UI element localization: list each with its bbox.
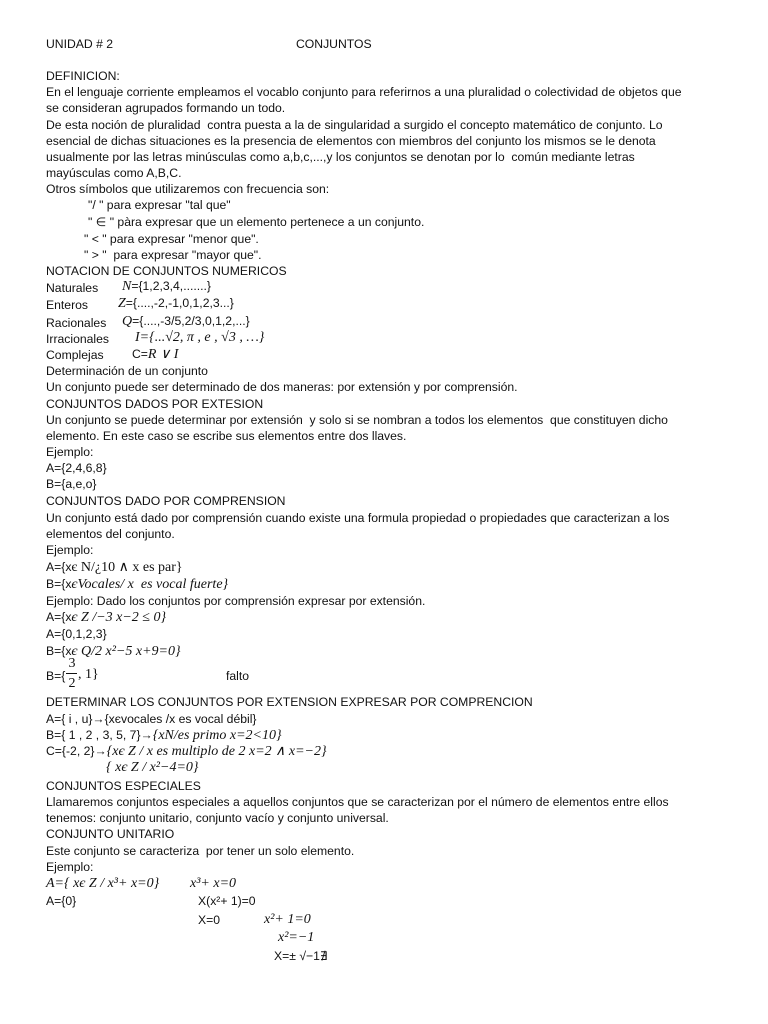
set-name: Racionales [46, 316, 107, 330]
math-prefix: B={x [46, 644, 72, 658]
set-comprension: {xєvocales /x es vocal débil} [104, 712, 257, 726]
example-set: A={0} [46, 894, 77, 908]
symbols-intro: Otros símbolos que utilizaremos con frecuencia son: [46, 182, 330, 196]
math-expression: є N/¿10 ∧ x es par} [71, 560, 183, 575]
set-comprension: { xє Z / x²−4=0} [106, 760, 199, 775]
set-extension: A={ i , u} [46, 712, 93, 726]
solution-step: x²=−1 [278, 930, 315, 945]
unitario-heading: CONJUNTO UNITARIO [46, 827, 175, 841]
especiales-heading: CONJUNTOS ESPECIALES [46, 779, 201, 793]
math-prefix: B={x [46, 577, 72, 591]
set-symbol: C= [132, 347, 148, 361]
set-name: Irracionales [46, 332, 109, 346]
math-prefix: A={x [46, 610, 72, 624]
set-comprension: {xN/es primo x=2<10} [152, 728, 282, 743]
arrow-icon: → [92, 712, 105, 726]
unit-label: UNIDAD # 2 [46, 37, 114, 51]
paragraph-line: Llamaremos conjuntos especiales a aquellos conjuntos que se caracterizan por el número de elementos entre ellos [46, 795, 669, 809]
paragraph-line: elementos del conjunto. [46, 527, 175, 541]
set-name: Enteros [46, 298, 89, 312]
example-set: A={2,4,6,8} [46, 461, 107, 475]
arrow-icon: → [94, 744, 107, 758]
determinar-heading: DETERMINAR LOS CONJUNTOS POR EXTENSION EXPRESAR POR COMPRENCION [46, 695, 533, 709]
symbol-item: " ∈ " pàra expresar que un elemento pertenece a un conjunto. [88, 215, 425, 229]
paragraph-line: Este conjunto se caracteriza por tener un solo elemento. [46, 844, 355, 858]
math-expression: A={ xє Z / x³+ x=0} [46, 876, 160, 891]
example-set: B={a,e,o} [46, 477, 97, 491]
example-set: A={0,1,2,3} [46, 627, 107, 641]
solution-step: x³+ x=0 [190, 876, 237, 891]
paragraph-line: Un conjunto se puede determinar por extensión y solo si se nombran a todos los elementos que constituyen dicho [46, 413, 668, 427]
notacion-heading: NOTACION DE CONJUNTOS NUMERICOS [46, 264, 287, 278]
set-elements: ={...√2, π , e , √3 , …} [139, 330, 265, 345]
example-label: Ejemplo: [46, 445, 94, 459]
example-label: Ejemplo: [46, 860, 94, 874]
paragraph-line: En el lenguaje corriente empleamos el vocablo conjunto para referirnos a una pluralidad o colectividad de objetos que [46, 85, 682, 99]
arrow-icon: → [140, 728, 153, 742]
math-expression: є Q/2 x²−5 x+9=0} [71, 644, 181, 659]
set-symbol: Q [122, 314, 133, 329]
set-extension: C={-2, 2} [46, 744, 95, 758]
math-expression: , 1} [78, 667, 99, 682]
determinacion-heading: Determinación de un conjunto [46, 364, 208, 378]
paragraph-line: Un conjunto puede ser determinado de dos maneras: por extensión y por comprensión. [46, 380, 518, 394]
extension-heading: CONJUNTOS DADOS POR EXTESION [46, 397, 264, 411]
solution-step: x²+ 1=0 [264, 912, 311, 927]
symbol-item: " < " para expresar "menor que". [84, 232, 259, 246]
definicion-heading: DEFINICION: [46, 69, 120, 83]
set-elements: ={....,-2,-1,0,1,2,3...} [125, 296, 234, 310]
paragraph-line: mayúsculas como A,B,C. [46, 166, 182, 180]
paragraph-line: elemento. En este caso se escribe sus elementos entre dos llaves. [46, 429, 407, 443]
solution-step: X(x²+ 1)=0 [198, 894, 256, 908]
page-title: CONJUNTOS [296, 37, 372, 51]
paragraph-line: se consideran agrupados formando un todo. [46, 101, 286, 115]
fraction-denominator: 2 [68, 676, 76, 691]
set-symbol: N [122, 279, 132, 294]
fraction-numerator: 3 [68, 656, 76, 671]
solution-step: X=0 [198, 913, 221, 927]
falto-note: falto [226, 669, 250, 683]
example-label: Ejemplo: Dado los conjuntos por comprensión expresar por extensión. [46, 594, 426, 608]
solution-step: X=± √−1∄ [274, 949, 328, 963]
fraction-bar [66, 673, 77, 674]
comprension-heading: CONJUNTOS DADO POR COMPRENSION [46, 494, 286, 508]
set-symbol: I [135, 330, 140, 345]
paragraph-line: usualmente por las letras minúsculas como a,b,c,...,y los conjuntos se denotan por lo común mediante letras [46, 150, 635, 164]
math-prefix: A={x [46, 560, 72, 574]
set-name: Complejas [46, 348, 104, 362]
set-elements: ={....,-3/5,2/3,0,1,2,...} [132, 314, 250, 328]
math-prefix: B={ [46, 669, 66, 683]
set-comprension: {xє Z / x es multiplo de 2 x=2 ∧ x=−2} [106, 744, 327, 759]
paragraph-line: Un conjunto está dado por comprensión cuando existe una formula propiedad o propiedades que caracterizan a los [46, 511, 670, 525]
math-expression: єVocales/ x es vocal fuerte} [71, 577, 229, 592]
math-expression: є Z /−3 x−2 ≤ 0} [71, 610, 167, 625]
set-name: Naturales [46, 281, 99, 295]
symbol-item: " > " para expresar "mayor que". [84, 248, 262, 262]
example-label: Ejemplo: [46, 543, 94, 557]
paragraph-line: esencial de dichas situaciones es la presencia de elementos con miembros del conjunto los mismos se le denota [46, 134, 656, 148]
paragraph-line: De esta noción de pluralidad contra puesta a la de singularidad a surgido el concepto matemático de conjunto. Lo [46, 118, 663, 132]
symbol-item: "/ " para expresar "tal que" [88, 198, 231, 212]
paragraph-line: tenemos: conjunto unitario, conjunto vacío y conjunto universal. [46, 811, 389, 825]
set-symbol: Z [118, 296, 126, 311]
set-extension: B={ 1 , 2 , 3, 5, 7} [46, 728, 141, 742]
set-elements: R ∨ I [147, 347, 179, 362]
set-elements: ={1,2,3,4,.......} [131, 279, 211, 293]
